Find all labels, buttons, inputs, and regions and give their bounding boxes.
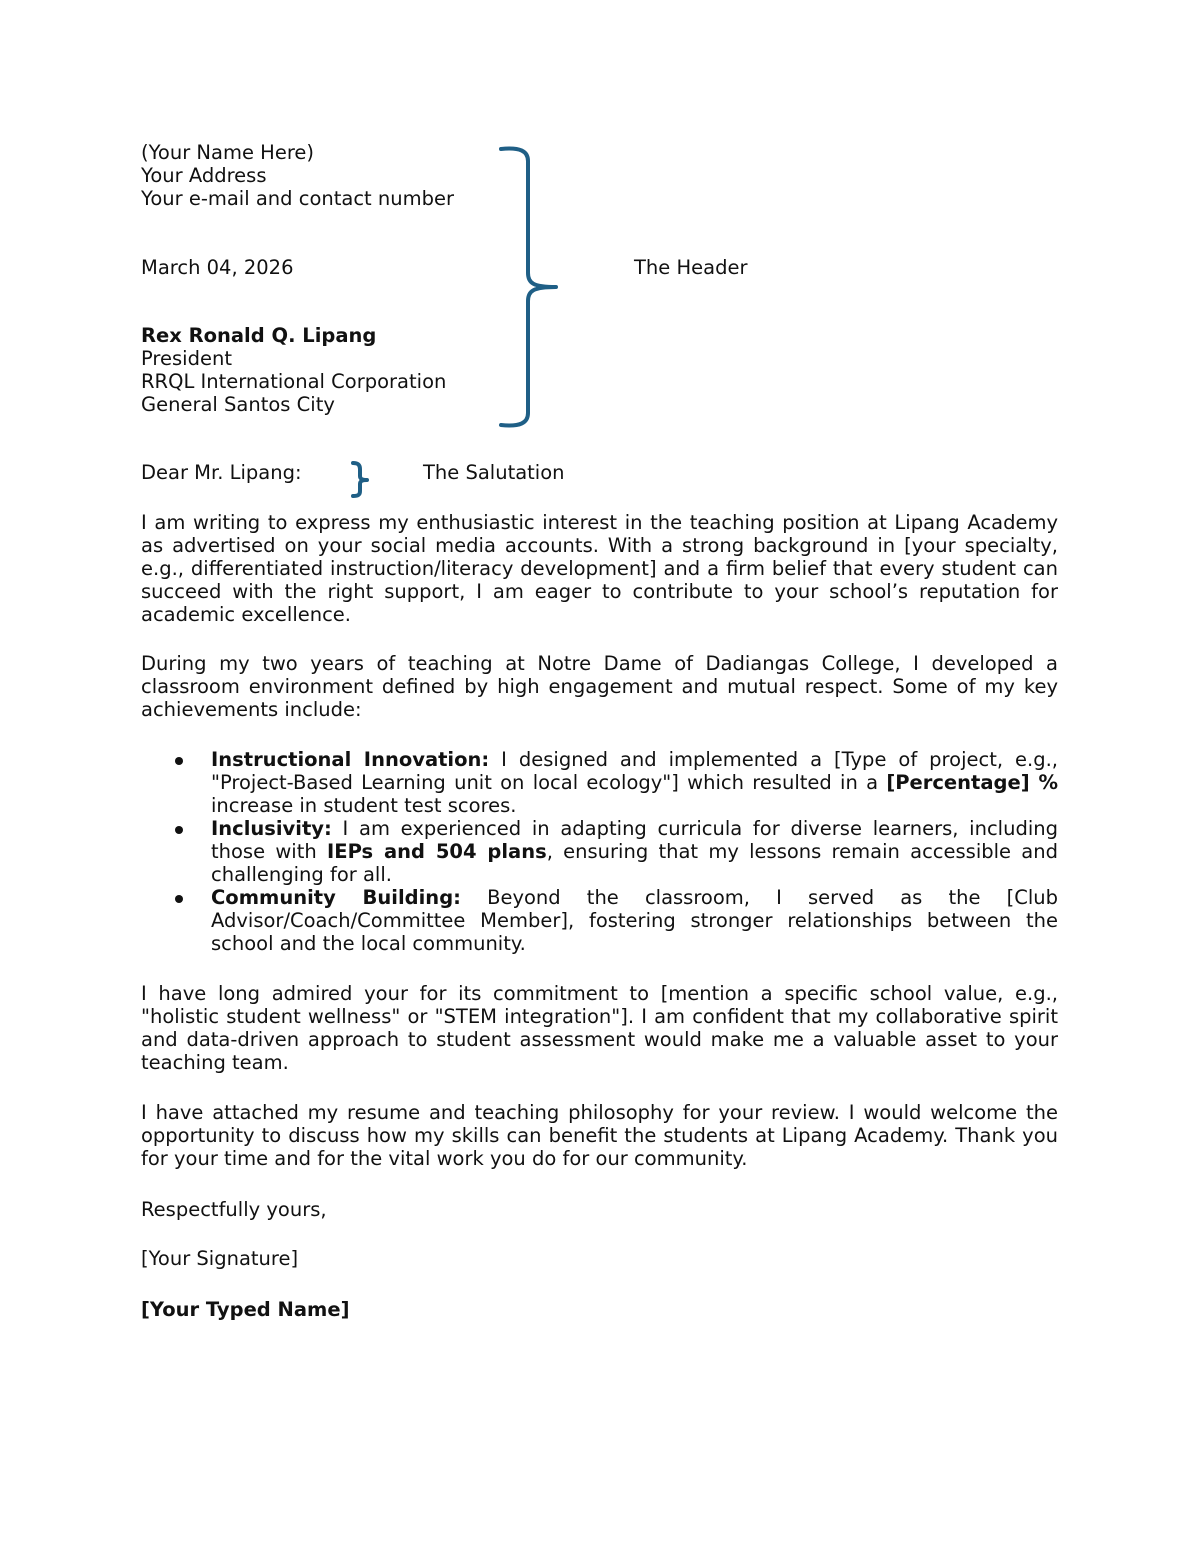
body-paragraph-3: I have long admired your for its commitment to [mention a specific school value, e.g., "holistic student wellness" or "STEM integration"]. I am confident that my collaborative spirit and data-driven approach to student assessment would make me a valuable asset to your teaching team. [141, 982, 1058, 1074]
complimentary-close: Respectfully yours, [141, 1198, 327, 1221]
bullet-text-end: increase in student test scores. [211, 794, 517, 817]
achievements-list [141, 748, 1058, 955]
salutation-annotation: The Salutation [423, 461, 565, 484]
letter-date: March 04, 2026 [141, 256, 294, 279]
list-item [141, 817, 1058, 886]
bullet-icon [175, 757, 183, 765]
salutation: Dear Mr. Lipang: [141, 461, 302, 484]
body-paragraph-2: During my two years of teaching at Notre Dame of Dadiangas College, I developed a classroom environment defined by high engagement and mutual respect. Some of my key achievements include: [141, 652, 1058, 721]
signature-placeholder: [Your Signature] [141, 1247, 299, 1270]
bullet-bold-text: IEPs and 504 plans [327, 840, 547, 863]
body-paragraph-4: I have attached my resume and teaching philosophy for your review. I would welcome the opportunity to discuss how my skills can benefit the students at Lipang Academy. Thank you for your time and for the vital work you do for our community. [141, 1101, 1058, 1170]
list-item [141, 748, 1058, 817]
bullet-icon [175, 826, 183, 834]
bullet-bold-text: [Percentage] % [886, 771, 1058, 794]
recipient-city: General Santos City [141, 393, 335, 416]
bullet-text: I am experienced in adapting curricula for diverse learners, including those with [211, 817, 1058, 863]
bullet-heading: Instructional Innovation: [211, 748, 490, 771]
bullet-heading: Inclusivity: [211, 817, 332, 840]
sender-contact: Your e-mail and contact number [141, 187, 454, 210]
bullet-icon [175, 895, 183, 903]
sender-address: Your Address [141, 164, 267, 187]
body-paragraph-1: I am writing to express my enthusiastic interest in the teaching position at Lipang Academy as advertised on your social media accounts. With a strong background in [your specialty, e.g., differentiated instruction/literacy development] and a firm belief that every student can succeed with the right support, I am eager to contribute to your school’s reputation for academic excellence. [141, 511, 1058, 626]
bullet-text-end: , ensuring that my lessons remain accessible and challenging for all. [211, 840, 1058, 886]
header-annotation: The Header [634, 256, 748, 279]
recipient-name: Rex Ronald Q. Lipang [141, 324, 377, 347]
sender-name: (Your Name Here) [141, 141, 315, 164]
bullet-text: I designed and implemented a [Type of project, e.g., "Project-Based Learning unit on local ecology"] which resulted in a [211, 748, 1058, 794]
bullet-heading: Community Building: [211, 886, 461, 909]
bullet-text: Beyond the classroom, I served as the [Club Advisor/Coach/Committee Member], fostering stronger relationships between the school and the local community. [211, 886, 1058, 955]
recipient-company: RRQL International Corporation [141, 370, 447, 393]
list-item [141, 886, 1058, 955]
salutation-brace-icon [350, 460, 374, 498]
recipient-title: President [141, 347, 232, 370]
header-brace-icon [498, 145, 562, 430]
typed-name: [Your Typed Name] [141, 1298, 350, 1321]
